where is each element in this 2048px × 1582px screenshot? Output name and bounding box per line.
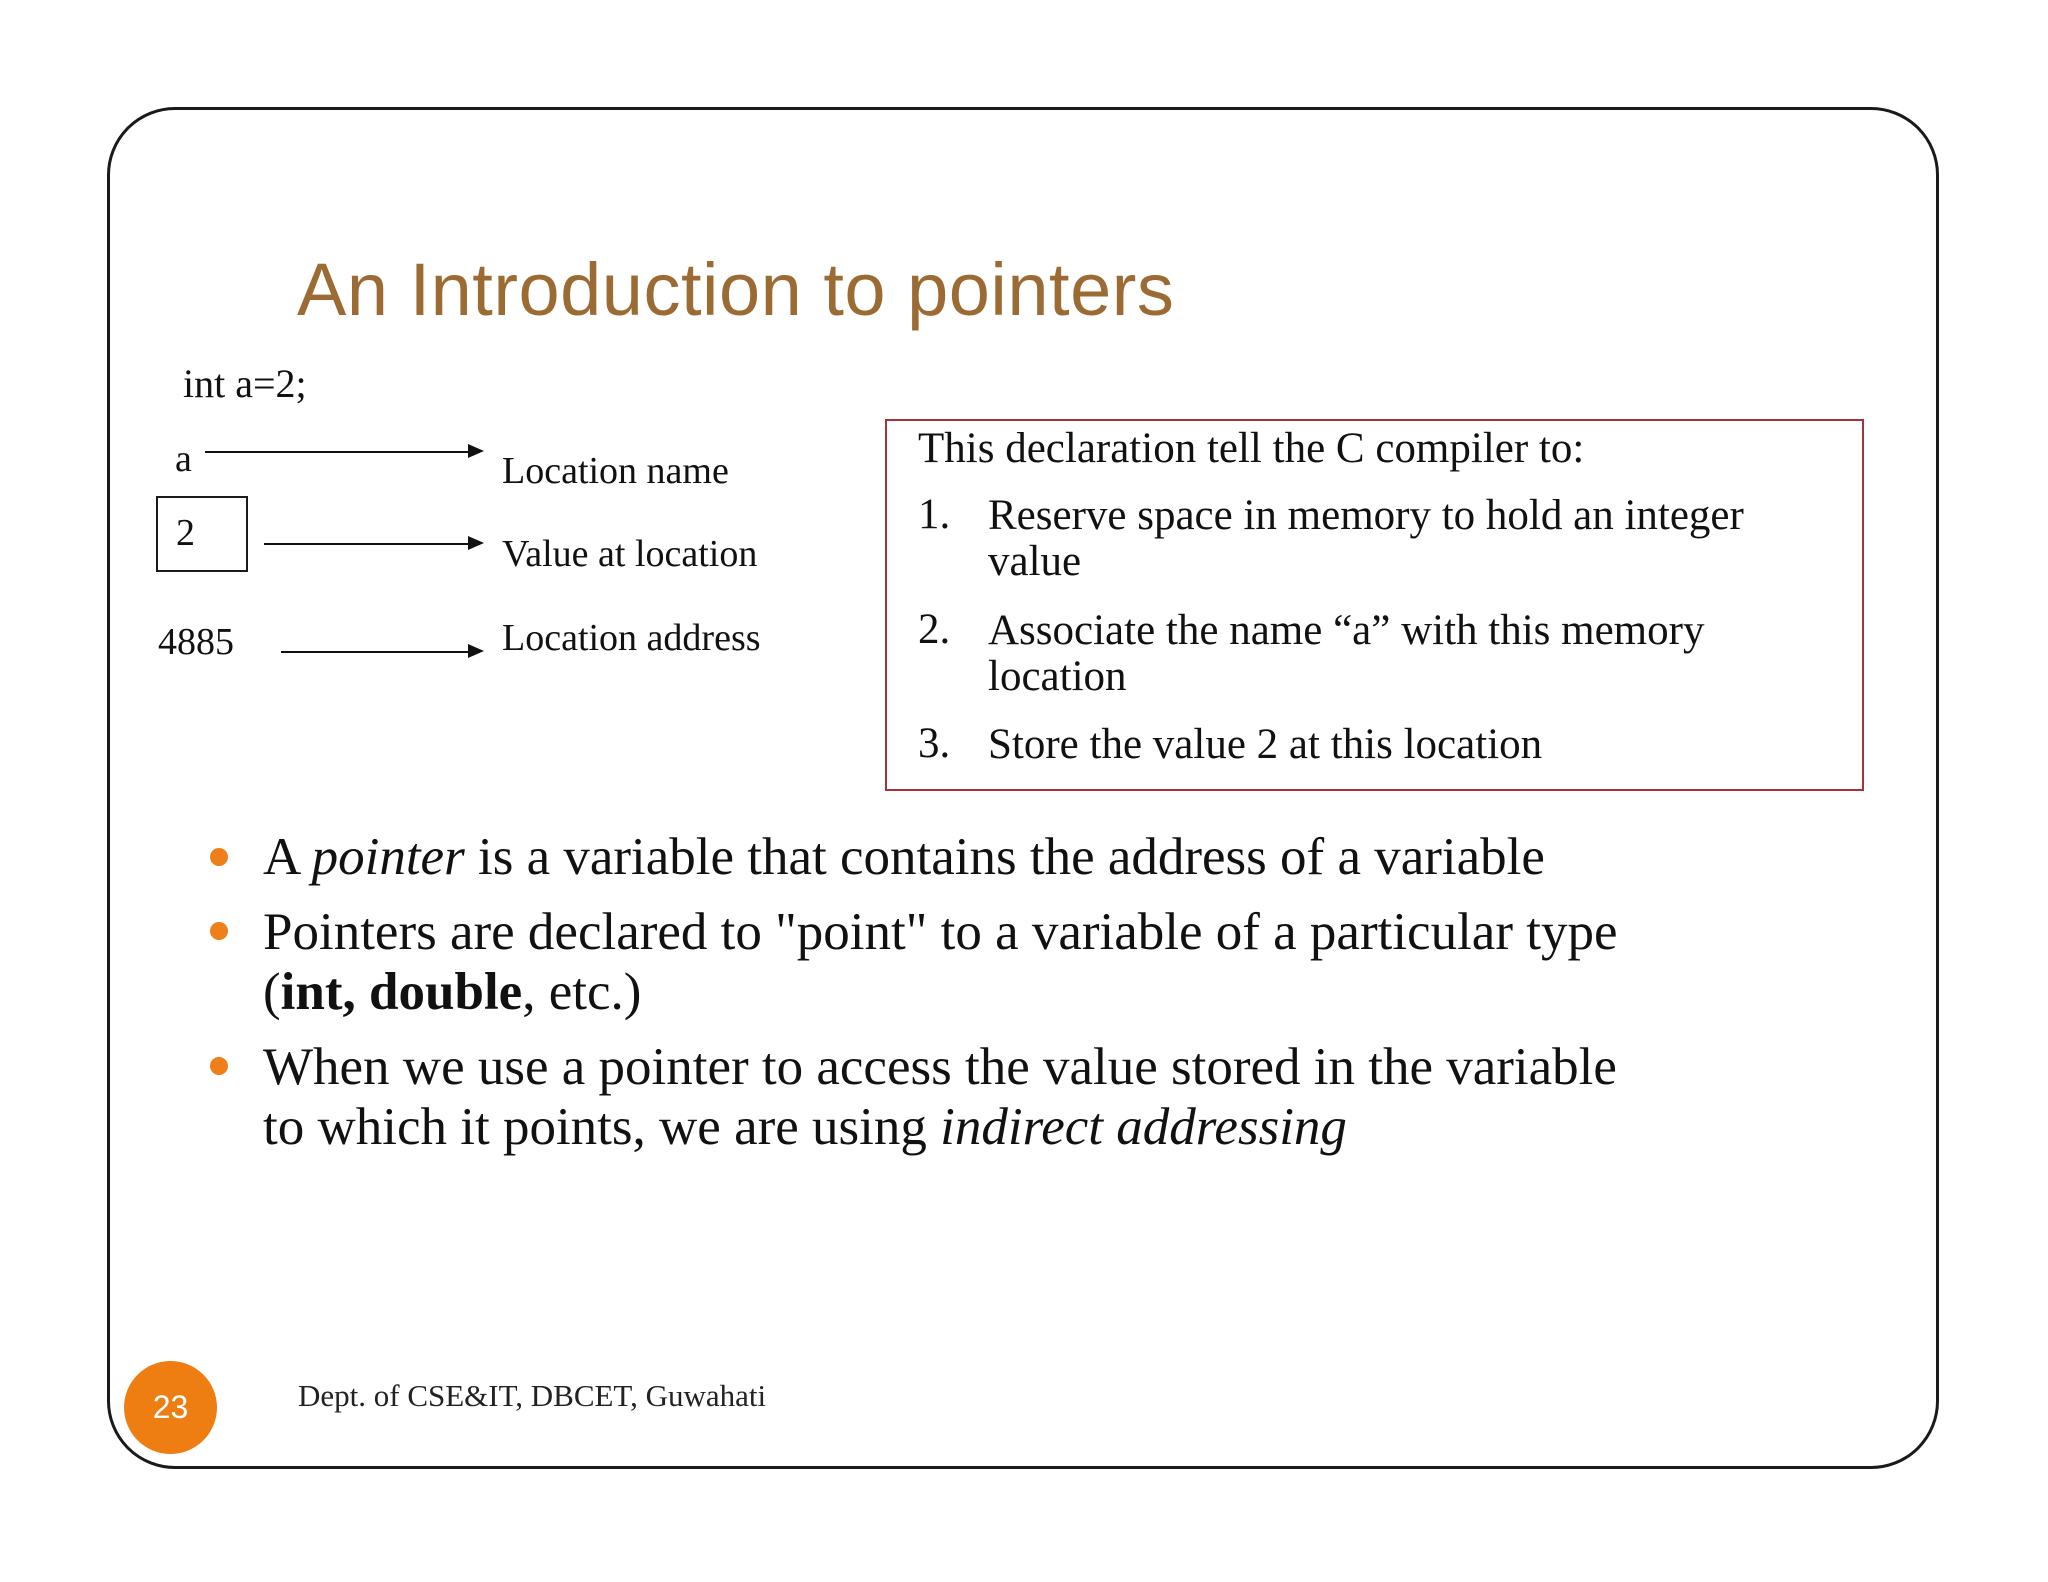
page-number-badge: 23 <box>124 1361 217 1454</box>
info-item-line: Reserve space in memory to hold an integer <box>988 492 1744 539</box>
label-location-name: Location name <box>502 450 729 492</box>
bullet-text-segment: A <box>263 828 312 886</box>
bullet-dot-icon <box>210 922 228 940</box>
label-value-at-location: Value at location <box>502 533 758 575</box>
bullet-line: When we use a pointer to access the value stored in the variable <box>263 1038 1617 1096</box>
info-item-number: 2. <box>918 606 951 653</box>
info-item <box>988 493 1744 585</box>
info-item-number: 3. <box>918 720 951 767</box>
info-item-line: location <box>988 653 1127 700</box>
info-item <box>988 722 1542 768</box>
declaration-code: int a=2; <box>183 361 307 406</box>
info-item <box>988 608 1704 700</box>
arrow-to-address-icon <box>281 651 480 653</box>
info-item-line: value <box>988 538 1082 585</box>
bullet-text-segment: is a variable that contains the address of a variable <box>464 828 1545 886</box>
info-intro: This declaration tell the C compiler to: <box>918 425 1585 472</box>
bullet-bold-term: double <box>369 963 523 1021</box>
bullet-pointer-declaration <box>263 902 1617 1022</box>
info-item-number: 1. <box>918 491 951 538</box>
bullet-line <box>263 962 1617 1022</box>
bullet-bold-term: int <box>280 963 343 1021</box>
footer-text: Dept. of CSE&IT, DBCET, Guwahati <box>298 1378 767 1413</box>
variable-value: 2 <box>176 512 195 554</box>
bullet-italic-term: pointer <box>311 828 465 886</box>
bullet-dot-icon <box>210 848 228 866</box>
bullet-line: Pointers are declared to "point" to a variable of a particular type <box>263 903 1618 961</box>
bullet-text-segment: , etc.) <box>522 963 642 1021</box>
label-location-address: Location address <box>502 617 761 659</box>
bullet-dot-icon <box>210 1057 228 1075</box>
arrow-to-name-icon <box>205 451 480 453</box>
variable-address: 4885 <box>158 621 234 663</box>
variable-name: a <box>175 438 192 480</box>
info-item-line: Store the value 2 at this location <box>988 721 1543 768</box>
bullet-text-segment: ( <box>263 963 281 1021</box>
bullet-italic-term: indirect addressing <box>940 1098 1347 1156</box>
slide-title: An Introduction to pointers <box>297 248 1175 331</box>
arrow-to-value-icon <box>264 543 480 545</box>
bullet-indirect-addressing <box>263 1037 1617 1157</box>
info-item-line: Associate the name “a” with this memory <box>988 607 1705 654</box>
bullet-pointer-definition <box>263 827 1545 887</box>
value-box <box>156 496 248 572</box>
bullet-text-segment: to which it points, we are using <box>263 1098 941 1156</box>
bullet-bold-term: , <box>342 963 370 1021</box>
bullet-line <box>263 1097 1617 1157</box>
